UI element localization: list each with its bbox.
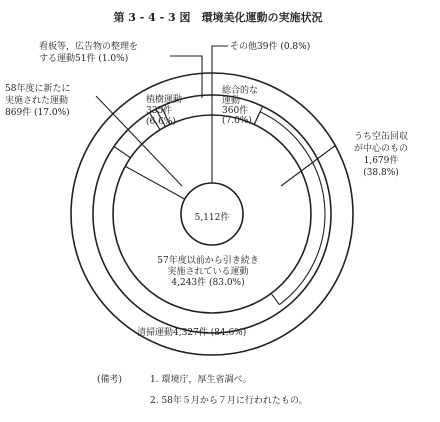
label-kanban-line-2: する運動51件 (1.0%) [39,54,129,64]
label-sonota-line-1: その他39件 (0.8%) [230,42,311,52]
label-akikan-line-4: (38.8%) [363,168,399,178]
label-continuing-line-1: 57年度以前から引き続き [157,256,259,266]
label-continuing-line-3: 4,243件 (83.0%) [171,278,245,288]
center-label: 5,112件 [194,213,230,223]
label-new-line-3: 869件 (17.0%) [5,108,70,118]
inner-divider-2 [125,166,185,199]
label-akikan-line-2: が中心のもの [353,144,409,154]
label-sougou-line-1: 総合的な [222,86,259,96]
label-shokuju-line-2: 335件 [146,106,173,116]
leader-kanban [170,56,202,98]
note-1: 1. 環境庁，厚生省調べ。 [150,375,252,385]
notes-heading: (備考) [97,375,123,385]
label-sougou-line-4: (7.0%) [222,116,252,126]
sub-bracket-start [254,112,260,125]
label-new-line-2: 実施された運動 [5,96,69,106]
sub-bracket-arc [260,112,325,305]
label-continuing-line-2: 実施されている運動 [167,267,249,277]
label-seisou-line-1: 清掃運動4,327件 (84.6%) [137,328,247,338]
label-sougou-line-2: 運動 [222,96,241,106]
note-2: 2. 58年５月から７月に行われたもの。 [150,396,308,406]
outer-divider-5 [114,147,131,158]
label-akikan-line-1: うち空缶回収 [353,132,409,142]
label-akikan-line-3: 1,679件 [363,156,399,166]
notes [97,373,308,406]
label-sougou-line-3: 360件 [222,106,249,116]
label-shokuju-line-1: 植樹運動 [146,95,183,105]
label-shokuju-line-3: (6.6%) [146,117,176,127]
chart-title: 第 3 - 4 - 3 図 環境美化運動の実施状況 [113,11,323,24]
label-new-line-1: 58年度に新たに [5,84,71,94]
leader-lines [96,46,336,186]
segment-labels [5,40,408,338]
label-kanban-line-1: 看板等，広告物の整理を [39,42,139,52]
sub-bracket-end [271,293,279,304]
